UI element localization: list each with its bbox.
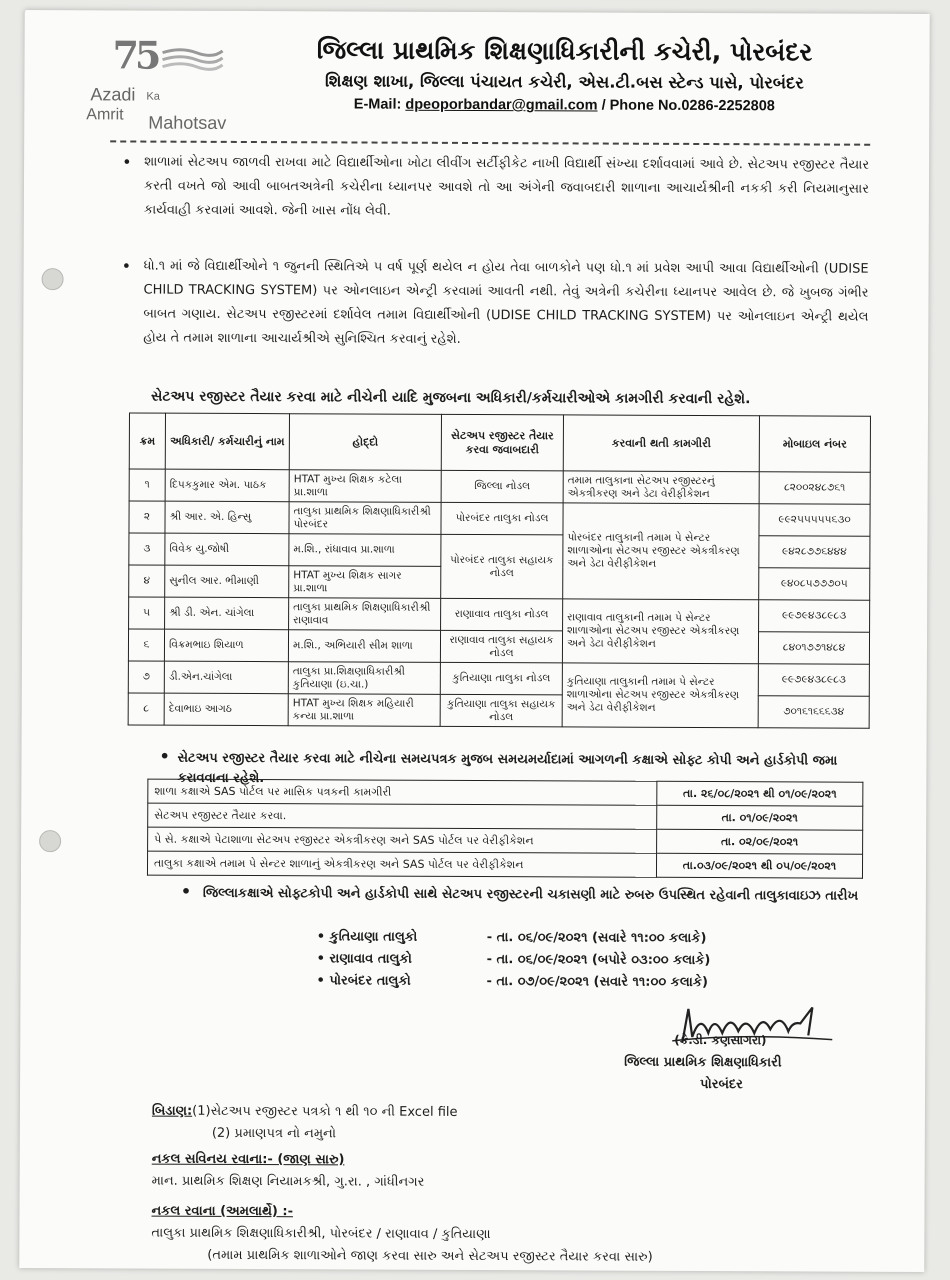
enclosures-label: બિડાણ: — [151, 1103, 193, 1119]
staff-responsibility: કુતિયાણા તાલુકા નોડલ — [440, 662, 562, 695]
table-header-row — [129, 413, 870, 472]
table-row — [128, 693, 869, 728]
copy-action-label: નકલ રવાના (અમલાર્થે) :- — [151, 1203, 294, 1220]
logo-number: 75 — [112, 32, 158, 78]
header-divider — [110, 140, 870, 145]
staff-responsibility: કુતિયાણા તાલુકા સહાયક નોડલ — [440, 694, 562, 727]
bullet-text: ધો.૧ માં જે વિદ્યાર્થીઓને ૧ જુનની સ્થિતિએ ૫ વર્ષ પૂર્ણ થયેલ ન હોય તેવા બાળકોને પણ ધો.૧ માં પ્રવેશ આપી આવા વિદ્યાર્થીઓની (UDISE CHILD TRACKING SYSTEM) પર ઓનલાઇન એન્ટ્રી કરવામાં આવતી નથી. તેવું અત્રેની કચેરીના ધ્યાનપર આવેલ છે. જે ખુબજ ગંભીર બાબત ગણાય. સેટઅપ રજીસ્ટરમાં દર્શાવેલ તમામ વિદ્યાર્થીઓની (UDISE CHILD TRACKING SYSTEM) પર ઓનલાઇન એન્ટ્રી થયેલ હોય તે તમામ શાળાના આચાર્યશ્રીએ સુનિશ્ચિત કરવાનું રહેશે. — [143, 258, 869, 347]
staff-responsibility: પોરબંદર તાલુકા સહાયક નોડલ — [441, 534, 563, 599]
bullet-icon: • — [121, 256, 132, 276]
table-row — [128, 661, 869, 696]
staff-post: તાલુકા પ્રાથમિક શિક્ષણાધિકારીશ્રી રાણાવાવ — [289, 598, 441, 631]
logo-text-amrit: Amrit — [86, 106, 124, 124]
phone-number: / Phone No.0286-2252808 — [597, 97, 775, 115]
staff-responsibility: પોરબંદર તાલુકા નોડલ — [441, 502, 563, 535]
copy-info-section — [152, 1149, 425, 1194]
staff-responsibility: રાણાવાવ તાલુકા નોડલ — [441, 598, 563, 631]
visit-row — [316, 951, 711, 969]
staff-name: દેવાભાઇ આગઠ — [164, 693, 288, 726]
schedule-task: પે સે. કક્ષાએ પેટાશાળા સેટઅપ રજીસ્ટર એકત્રીકરણ અને SAS પોર્ટલ પર વેરીફીકેશન — [148, 827, 657, 853]
table-row — [129, 533, 870, 568]
row-number: ૧ — [129, 469, 165, 501]
office-title: જિલ્લા પ્રાથમિક શિક્ષણાધિકારીની કચેરી, પોરબંદર — [316, 35, 813, 67]
staff-post: મ.શિ., રાંધાવાવ પ્રા.શાળા — [289, 534, 441, 567]
staff-mobile: ૯૯૨૫૫૫૫૫૬૩૦ — [759, 504, 870, 536]
staff-post: મ.શિ., અભિયારી સીમ શાળા — [288, 630, 440, 663]
signatory-name: (કે.ડી. કણસાગરા) — [674, 1032, 767, 1048]
visit-date: - તા. ૦૬/૦૯/૨૦૨૧ (બપોરે ૦૩:૦૦ કલાકે) — [486, 952, 711, 969]
row-number: ૫ — [129, 597, 165, 629]
staff-post: તાલુકા પ્રાથમિક શિક્ષણાધિકારીશ્રી પોરબંદર — [289, 502, 441, 535]
flag-wave-icon — [160, 47, 224, 73]
staff-name: દિપકકુમાર એમ. પાઠક — [165, 469, 289, 502]
copy-info-label: નકલ સવિનય રવાના:- (જાણ સારુ) — [151, 1151, 345, 1168]
table-row — [129, 469, 870, 504]
staff-responsibility: જિલ્લા નોડલ — [441, 470, 563, 503]
table-row — [148, 803, 863, 830]
logo-text-ka: Ka — [146, 90, 160, 103]
copy-action-recipient: તાલુકા પ્રાથમિક શિક્ષણાધિકારીશ્રી, પોરબંદર / રાણાવાવ / કુતિયાણા — [151, 1225, 491, 1243]
bullet-text: શાળામાં સેટઅપ જાળવી રાખવા માટે વિદ્યાર્થીઓના ખોટા લીવીંગ સર્ટીફીકેટ નાખી વિદ્યાર્થી સંખ્યા દર્શાવવામાં આવે છે. સેટઅપ રજીસ્ટર તૈયાર કરતી વખતે જો આવી બાબતઅત્રેની કચેરીના ધ્યાનપર આવશે તો આ અંગેની જવાબદારી શાળાના આચાર્યશ્રીની નકકી કરી નિયમાનુસાર કાર્યવાહી કરવામાં આવશે. જેની ખાસ નોંધ લેવી. — [143, 154, 870, 219]
visit-taluka: • રાણાવાવ તાલુકો — [316, 951, 412, 967]
signatory-place: પોરબંદર — [700, 1076, 743, 1093]
punch-hole — [39, 830, 61, 852]
page-fold — [19, 10, 84, 170]
staff-name: શ્રી આર. એ. હિન્સુ — [165, 501, 289, 534]
signatory-designation: જિલ્લા પ્રાથમિક શિક્ષણાધિકારી — [624, 1054, 782, 1071]
logo-text-azadi: Azadi — [90, 84, 136, 105]
logo-text-mahotsav: Mahotsav — [148, 112, 227, 133]
table-row — [129, 501, 870, 536]
punch-hole — [42, 268, 64, 290]
staff-mobile: ૮૪૦૧૭૭૧૪૮૪ — [758, 632, 869, 664]
staff-mobile: ૭૦૧૬૧૬૬૬૩૪ — [758, 696, 869, 728]
schedule-task: તાલુકા કક્ષાએ તમામ પે સેન્ટર શાળાનું એકત્રીકરણ અને SAS પોર્ટલ પર વેરીફીકેશન — [147, 851, 656, 877]
copy-action-note: (તમામ પ્રાથમિક શાળાઓને જાણ કરવા સારુ અને સેટઅપ રજીસ્ટર તૈયાર કરવા સારુ) — [207, 1247, 653, 1265]
staff-mobile: ૯૪૦૮૫૭૭૭૦૫ — [759, 568, 870, 600]
schedule-date: તા. ૨૬/૦૮/૨૦૨૧ થી ૦૧/૦૯/૨૦૨૧ — [657, 781, 863, 806]
schedule-task: શાળા કક્ષાએ SAS પોર્ટલ પર માસિક પત્રકની કામગીરી — [148, 779, 657, 805]
copy-action-section — [151, 1201, 653, 1269]
column-header: મોબાઇલ નંબર — [759, 416, 870, 472]
email-link[interactable]: dpeoporbandar@gmail.com — [405, 96, 598, 114]
column-header: ક્રમ — [129, 413, 165, 469]
row-number: ૭ — [128, 661, 164, 693]
table-row — [148, 827, 863, 854]
staff-task: કુતિયાણા તાલુકાની તમામ પે સેન્ટર શાળાઓના સેટઅપ રજીસ્ટર એકત્રીકરણ અને ડેટા વેરીફીકેશન — [562, 663, 758, 728]
schedule-date: તા.૦૩/૦૯/૨૦૨૧ થી ૦૫/૦૯/૨૦૨૧ — [656, 853, 862, 878]
bullet-icon: • — [180, 881, 192, 901]
row-number: ૬ — [128, 629, 164, 661]
schedule-intro-text: સેટઅપ રજીસ્ટર તૈયાર કરવા માટે નીચેના સમયપત્રક મુજબ સમયમર્યાદામાં આગળની કક્ષાએ સોફ્ટ કોપી અને હાર્ડકોપી જમા કરાવવાના રહેશે. — [177, 750, 838, 787]
staff-name: ડી.એન.ચાંગેલા — [164, 661, 288, 694]
staff-mobile: ૯૪૨૮૭૭૬૪૪૪ — [759, 536, 870, 568]
visit-date: - તા. ૦૭/૦૯/૨૦૨૧ (સવારે ૧૧:૦૦ કલાકે) — [486, 974, 709, 991]
visit-taluka: • કુતિયાણા તાલુકો — [316, 929, 418, 945]
staff-task: પોરબંદર તાલુકાની તમામ પે સેન્ટર શાળાઓના સેટઅપ રજીસ્ટર એકત્રીકરણ અને ડેટા વેરીફીકેશન — [563, 503, 759, 600]
visit-row — [316, 929, 707, 947]
staff-mobile: ૮૨૦૦૨૪૮૭૬૧ — [759, 472, 870, 504]
row-number: ૮ — [128, 693, 164, 725]
schedule-date: તા. ૦૨/૦૯/૨૦૨૧ — [657, 829, 863, 854]
staff-name: શ્રી ડી. એન. ચાંગેલા — [165, 597, 289, 630]
staff-post: HTAT મુખ્ય શિક્ષક કટેલા પ્રા.શાળા — [289, 470, 441, 503]
table-row — [147, 851, 862, 878]
staff-name: વિક્રમભાઇ શિયાળ — [164, 629, 288, 662]
staff-name: સુનીલ આર. ભીમાણી — [165, 565, 289, 598]
column-header: સેટઅપ રજીસ્ટર તૈયાર કરવા જવાબદારી — [441, 414, 563, 471]
staff-mobile: ૯૯૭૯૪૩૮૯૮૩ — [759, 600, 870, 632]
staff-table-title: સેટઅપ રજીસ્ટર તૈયાર કરવા માટે નીચેની યાદિ મુજબના અધિકારી/કર્મચારીઓએ કામગીરી કરવાની રહેશે. — [151, 388, 751, 408]
schedule-task: સેટઅપ રજીસ્ટર તૈયાર કરવા. — [148, 803, 657, 829]
email-label: E-Mail: — [353, 96, 406, 113]
copy-info-recipient: માન. પ્રાથમિક શિક્ષણ નિયામકશ્રી, ગુ.રા. , ગાંધીનગર — [151, 1173, 425, 1190]
staff-name: વિવેક યુ.જોષી — [165, 533, 289, 566]
bullet-icon: • — [122, 152, 132, 172]
table-row — [129, 597, 870, 632]
visit-row — [316, 973, 709, 991]
staff-task: તમામ તાલુકાના સેટઅપ રજીસ્ટરનું એકત્રીકરણ અને ડેટા વેરીફીકેશન — [563, 471, 759, 504]
table-row — [148, 779, 863, 806]
row-number: ૨ — [129, 501, 165, 533]
visit-intro-text: જિલ્લાકક્ષાએ સોફ્ટકોપી અને હાર્ડકોપી સાથે સેટઅપ રજીસ્ટરની ચકાસણી માટે રુબરુ ઉપસ્થિત રહેવાની તાલુકાવાઇઝ તારીખ — [202, 885, 859, 904]
schedule-date: તા. ૦૧/૦૯/૨૦૨૧ — [657, 805, 863, 830]
enclosure-item: (1)સેટઅપ રજીસ્ટર પત્રકો ૧ થી ૧૦ ની Excel file — [192, 1103, 458, 1120]
staff-table — [128, 412, 871, 728]
row-number: ૩ — [129, 533, 165, 565]
instruction-bullet — [121, 255, 869, 354]
staff-task: રાણાવાવ તાલુકાની તમામ પે સેન્ટર શાળાઓના સેટઅપ રજીસ્ટર એકત્રીકરણ અને ડેટા વેરીફીકેશન — [562, 599, 758, 664]
visit-taluka: • પોરબંદર તાલુકો — [316, 973, 411, 989]
staff-post: તાલુકા પ્રા.શિક્ષણાધિકારીશ્રી કુતિયાણા (ઇ.ચા.) — [288, 662, 440, 695]
visit-intro — [180, 881, 868, 908]
visit-date: - તા. ૦૬/૦૯/૨૦૨૧ (સવારે ૧૧:૦૦ કલાકે) — [486, 930, 707, 947]
column-header: કરવાની થતી કામગીરી — [563, 415, 759, 472]
staff-responsibility: રાણાવાવ તાલુકા સહાયક નોડલ — [440, 630, 562, 663]
schedule-table — [147, 779, 863, 879]
staff-mobile: ૯૯૭૯૪૩૮૯૮૩ — [758, 664, 869, 696]
staff-post: HTAT મુખ્ય શિક્ષક મહિયારી કન્યા પ્રા.શાળા — [288, 694, 440, 727]
letterhead — [264, 35, 864, 115]
column-header: હોદ્દો — [289, 414, 441, 471]
document-page — [19, 10, 929, 1272]
table-row — [128, 629, 869, 664]
column-header: અધિકારી/ કર્મચારીનું નામ — [165, 413, 289, 470]
enclosures — [152, 1101, 458, 1146]
contact-line — [264, 96, 864, 115]
instruction-bullet — [122, 151, 870, 226]
azadi-ka-amrit-mahotsav-logo — [86, 32, 251, 133]
row-number: ૪ — [129, 565, 165, 597]
enclosure-item: (2) પ્રમાણપત્ર નો નમુનો — [211, 1125, 337, 1142]
bullet-icon: • — [159, 746, 170, 766]
staff-post: HTAT મુખ્ય શિક્ષક સાગર પ્રા.શાળા — [289, 566, 441, 599]
office-address: શિક્ષણ શાખા, જિલ્લા પંચાયત કચેરી, એસ.ટી.બસ સ્ટેન્ડ પાસે, પોરબંદર — [325, 71, 804, 93]
